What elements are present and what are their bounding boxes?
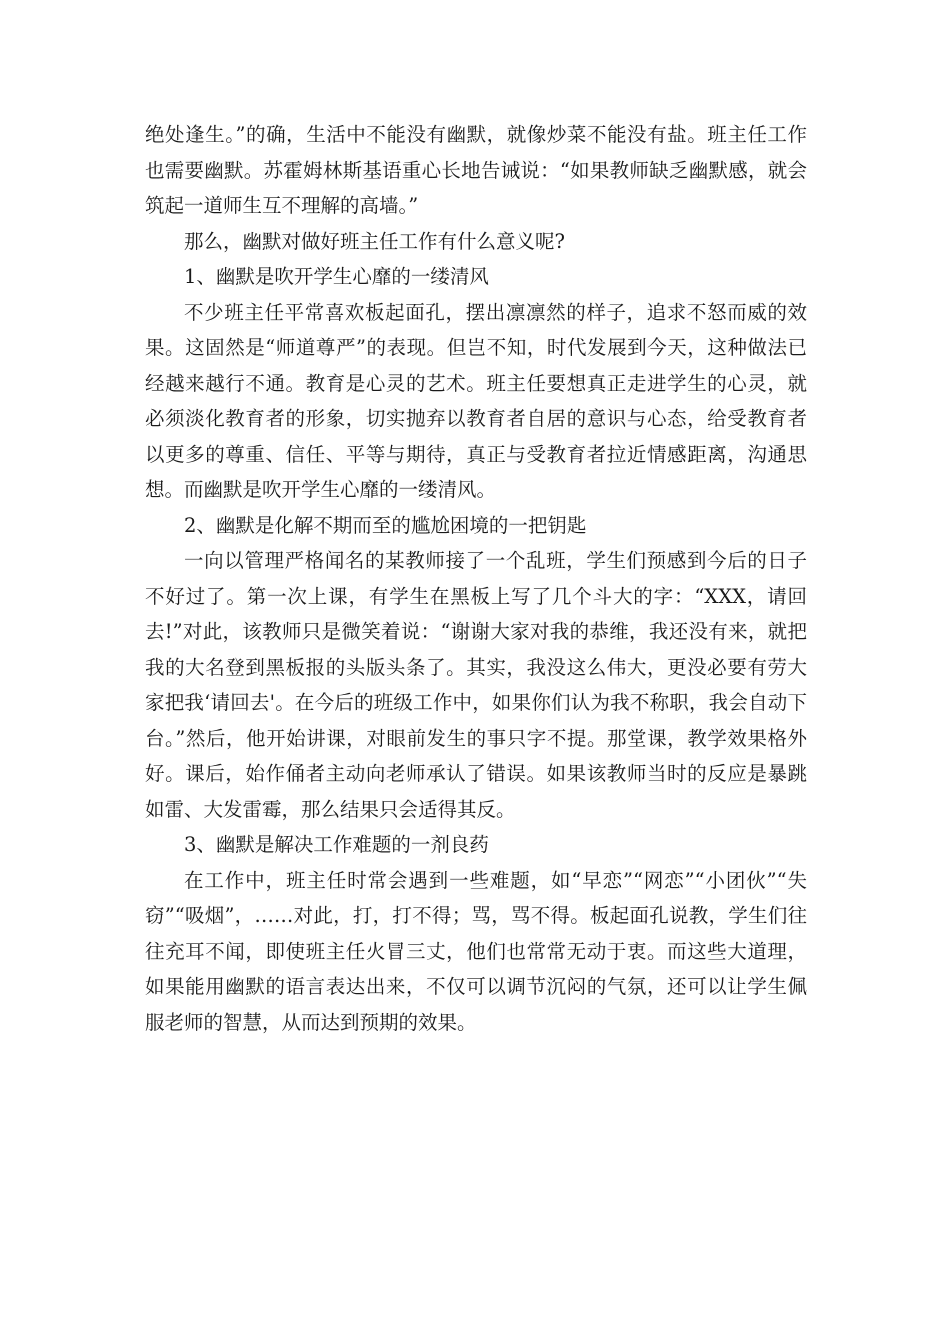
section-heading-3: 3、幽默是解决工作难题的一剂良药 bbox=[184, 833, 489, 856]
paragraph-continuation: 绝处逢生。”的确，生活中不能没有幽默，就像炒菜不能没有盐。班主任工作也需要幽默。苏霍姆林斯基语重心长地告诫说：“如果教师缺乏幽默感，就会筑起一道师生互不理解的高墙。” bbox=[145, 123, 807, 217]
paragraph-question: 那么，幽默对做好班主任工作有什么意义呢? bbox=[184, 229, 565, 253]
paragraph-section-2: 一向以管理严格闻名的某教师接了一个乱班，学生们预感到今后的日子不好过了。第一次上课，有学生在黑板上写了几个斗大的字：“XXX，请回去!”对此，该教师只是微笑着说：“谢谢大家对我的恭维，我还没有来，就把我的大名登到黑板报的头版头条了。其实，我没这么伟大，更没必要有劳大家把我‘请回去'。在今后的班级工作中，如果你们认为我不称职，我会自动下台。”然后，他开始讲课，对眼前发生的事只字不提。那堂课，教学效果格外好。课后，始作俑者主动向老师承认了错误。如果该教师当时的反应是暴跳如雷、大发雷霉，那么结果只会适得其反。 bbox=[145, 549, 807, 821]
section-heading-2: 2、幽默是化解不期而至的尴尬困境的一把钥匙 bbox=[184, 513, 587, 537]
paragraph-section-1: 不少班主任平常喜欢板起面孔，摆出凛凛然的样子，追求不怒而威的效果。这固然是“师道尊严”的表现。但岂不知，时代发展到今天，这种做法已经越来越行不通。教育是心灵的艺术。班主任要想真正走进学生的心灵，就必须淡化教育者的形象，切实抛弃以教育者自居的意识与心态，给受教育者以更多的尊重、信任、平等与期待，真正与受教育者拉近情感距离，沟通思想。而幽默是吹开学生心靡的一缕清风。 bbox=[145, 300, 807, 501]
document-body bbox=[145, 117, 807, 1040]
paragraph-section-3: 在工作中，班主任时常会遇到一些难题，如“早恋”“网恋”“小团伙”“失窃”“吸烟”，……对此，打，打不得；骂，骂不得。板起面孔说教，学生们往往充耳不闻，即使班主任火冒三丈，他们也常常无动于衷。而这些大道理，如果能用幽默的语言表达出来，不仅可以调节沉闷的气氛，还可以让学生佩服老师的智慧，从而达到预期的效果。 bbox=[145, 868, 807, 1034]
section-heading-1: 1、幽默是吹开学生心靡的一缕清风 bbox=[184, 265, 489, 288]
